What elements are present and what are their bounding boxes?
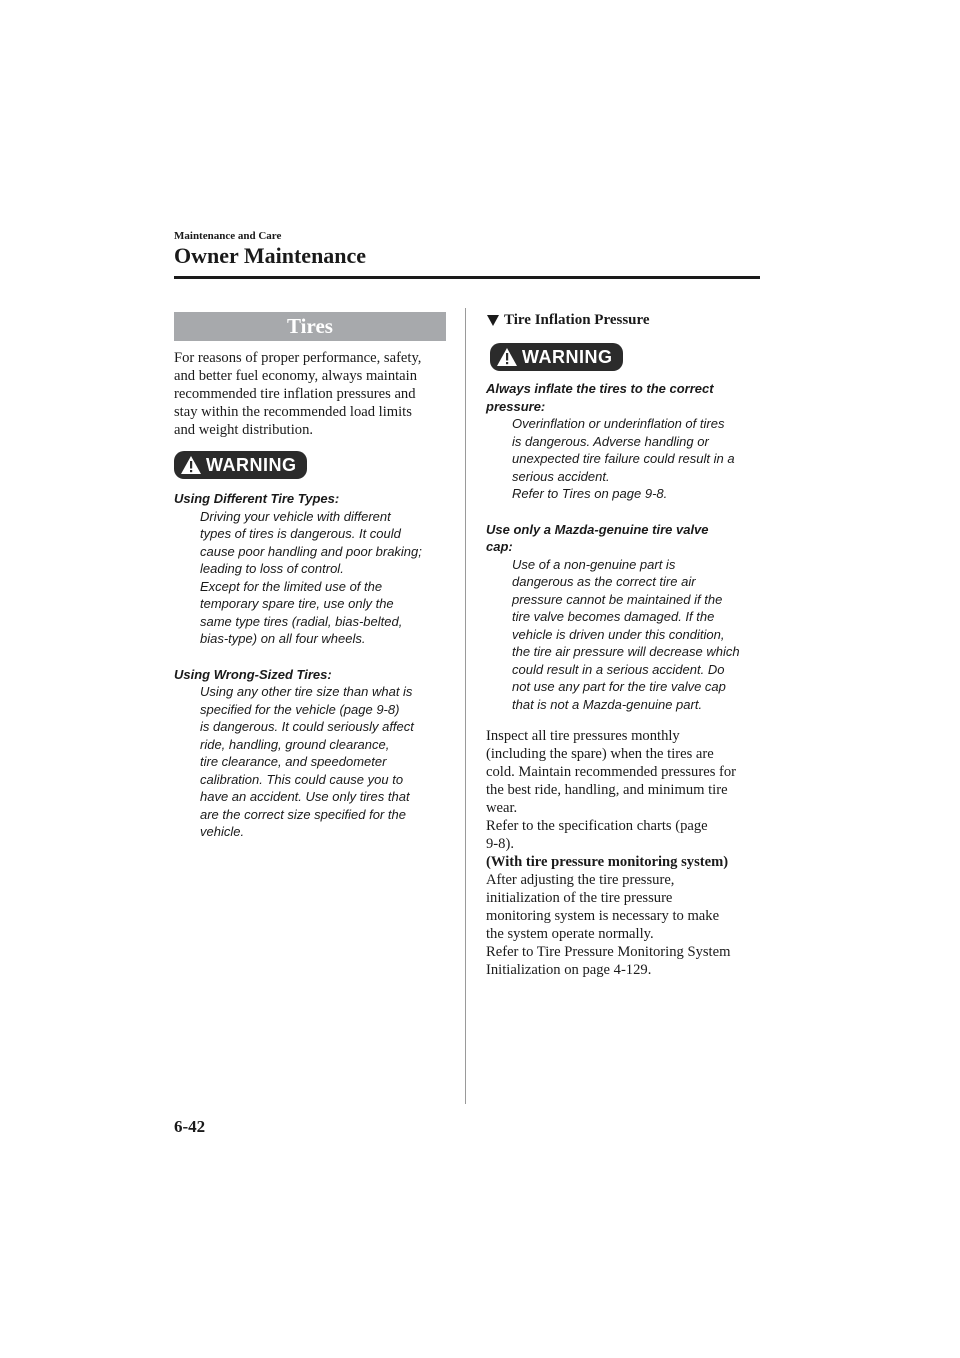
warning-line: dangerous as the correct tire air bbox=[512, 574, 696, 589]
warning-line: cause poor handling and poor braking; bbox=[200, 543, 422, 559]
warning-block bbox=[486, 521, 762, 714]
body-line: Inspect all tire pressures monthly bbox=[486, 728, 680, 744]
body-line: Refer to the specification charts (page bbox=[486, 818, 708, 834]
page-title: Owner Maintenance bbox=[174, 243, 367, 268]
tpms-line: Refer to Tire Pressure Monitoring System bbox=[486, 944, 731, 960]
warning-line: unexpected tire failure could result in a bbox=[512, 451, 735, 466]
subheading bbox=[486, 312, 762, 329]
warning-heading-line: cap: bbox=[486, 539, 513, 554]
triangle-down-icon bbox=[486, 314, 500, 327]
warning-line: are the correct size specified for the bbox=[200, 806, 406, 822]
warning-line: pressure cannot be maintained if the bbox=[512, 591, 723, 607]
column-divider bbox=[465, 308, 466, 1104]
tpms-line: Initialization on page 4-129. bbox=[486, 962, 652, 978]
warning-line: tire clearance, and speedometer bbox=[200, 754, 387, 769]
warning-line: vehicle is driven under this condition, bbox=[512, 626, 725, 642]
warning-line: not use any part for the tire valve cap bbox=[512, 679, 726, 694]
warning-line: could result in a serious accident. Do bbox=[512, 661, 725, 677]
body-line: the best ride, handling, and minimum tire bbox=[486, 782, 728, 798]
warning-line: Driving your vehicle with different bbox=[200, 508, 391, 524]
warning-line: same type tires (radial, bias-belted, bbox=[200, 613, 403, 629]
warning-heading bbox=[486, 521, 762, 556]
warning-text bbox=[200, 683, 446, 841]
warning-line: ride, handling, ground clearance, bbox=[200, 736, 390, 752]
intro-line: and weight distribution. bbox=[174, 422, 314, 438]
warning-line: bias-type) on all four wheels. bbox=[200, 631, 366, 646]
warning-badge-wrap bbox=[490, 343, 762, 372]
warning-triangle-icon bbox=[180, 455, 202, 475]
intro-line: and better fuel economy, always maintain bbox=[174, 368, 418, 384]
warning-line: calibration. This could cause you to bbox=[200, 771, 404, 787]
title-rule bbox=[174, 276, 760, 279]
intro-paragraph bbox=[174, 349, 446, 439]
left-column bbox=[174, 312, 446, 841]
warning-text bbox=[512, 556, 762, 714]
warning-badge bbox=[490, 343, 623, 371]
inspection-paragraph bbox=[486, 727, 762, 979]
warning-heading bbox=[486, 380, 762, 415]
warning-line: serious accident. bbox=[512, 468, 610, 484]
warning-line: leading to loss of control. bbox=[200, 561, 344, 576]
body-line: cold. Maintain recommended pressures for bbox=[486, 764, 737, 780]
warning-block bbox=[486, 380, 762, 503]
warning-line: have an accident. Use only tires that bbox=[200, 789, 410, 804]
warning-line: Refer to Tires on page 9-8. bbox=[512, 486, 668, 501]
tpms-line: the system operate normally. bbox=[486, 926, 654, 942]
warning-line: Overinflation or underinflation of tires bbox=[512, 416, 725, 431]
warning-block bbox=[174, 666, 446, 841]
tpms-line: After adjusting the tire pressure, bbox=[486, 872, 675, 888]
warning-heading: Using Wrong-Sized Tires: bbox=[174, 666, 332, 682]
warning-line: is dangerous. Adverse handling or bbox=[512, 433, 709, 449]
warning-line: that is not a Mazda-genuine part. bbox=[512, 696, 703, 712]
warning-line: temporary spare tire, use only the bbox=[200, 596, 394, 611]
subheading-text: Tire Inflation Pressure bbox=[504, 312, 650, 328]
tires-heading: Tires bbox=[174, 312, 446, 341]
warning-badge bbox=[174, 451, 307, 479]
intro-line: recommended tire inflation pressures and bbox=[174, 386, 416, 402]
warning-line: Except for the limited use of the bbox=[200, 578, 383, 594]
warning-line: Use of a non-genuine part is bbox=[512, 556, 676, 572]
warning-text bbox=[200, 508, 446, 648]
warning-line: is dangerous. It could seriously affect bbox=[200, 719, 414, 734]
warning-line: specified for the vehicle (page 9-8) bbox=[200, 701, 400, 717]
warning-heading-line: Use only a Mazda-genuine tire valve bbox=[486, 521, 709, 537]
warning-line: types of tires is dangerous. It could bbox=[200, 526, 401, 541]
warning-text bbox=[512, 415, 762, 503]
tpms-heading: (With tire pressure monitoring system) bbox=[486, 854, 729, 870]
warning-line: vehicle. bbox=[200, 824, 245, 839]
warning-line: tire valve becomes damaged. If the bbox=[512, 609, 715, 624]
warning-line: the tire air pressure will decrease which bbox=[512, 644, 740, 659]
warning-badge-wrap bbox=[174, 451, 446, 480]
section-label: Maintenance and Care bbox=[174, 230, 282, 242]
warning-label: WARNING bbox=[206, 454, 297, 475]
intro-line: stay within the recommended load limits bbox=[174, 404, 412, 420]
warning-triangle-icon bbox=[496, 347, 518, 367]
warning-line: Using any other tire size than what is bbox=[200, 684, 413, 699]
body-line: wear. bbox=[486, 800, 518, 816]
warning-heading: Using Different Tire Types: bbox=[174, 491, 340, 506]
tpms-line: initialization of the tire pressure bbox=[486, 890, 673, 906]
body-line: (including the spare) when the tires are bbox=[486, 746, 714, 762]
warning-block bbox=[174, 490, 446, 648]
intro-line: For reasons of proper performance, safety, bbox=[174, 350, 422, 366]
page-number: 6-42 bbox=[174, 1117, 206, 1136]
warning-heading-line: pressure: bbox=[486, 398, 546, 414]
warning-label: WARNING bbox=[522, 346, 613, 367]
warning-heading-line: Always inflate the tires to the correct bbox=[486, 381, 714, 396]
tpms-line: monitoring system is necessary to make bbox=[486, 908, 720, 924]
right-column bbox=[486, 312, 762, 979]
body-line: 9-8). bbox=[486, 836, 514, 852]
